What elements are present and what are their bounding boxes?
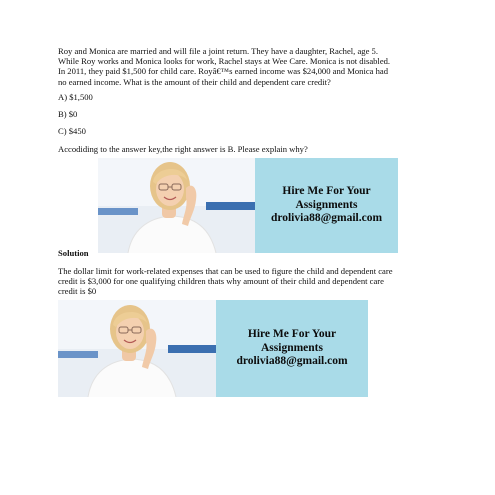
assignments-line: Assignments (295, 198, 358, 211)
email-link[interactable]: drolivia88@gmail.com (270, 212, 383, 225)
solution-heading: Solution (58, 248, 89, 258)
woman-photo-icon (58, 300, 216, 397)
question-text: Roy and Monica are married and will file a joint return. They have a daughter, Rachel, age 5. While Roy works and Monica looks for work, Rachel stays at Wee Care. Monica is not disabled. In 2011, they paid $1,500 for child care. Royâ€™s earned income was $24,000 and Monica had no earned income. What is the amount of their child and dependent care credit? (58, 46, 391, 87)
assignments-line: Assignments (261, 341, 323, 354)
woman-photo-icon (98, 158, 255, 253)
email-link[interactable]: drolivia88@gmail.com (236, 355, 348, 368)
hire-me-panel (255, 158, 398, 253)
option-c: C) $450 (58, 126, 86, 136)
hire-me-banner-top[interactable] (98, 158, 398, 253)
hire-me-banner-bottom[interactable] (58, 300, 368, 397)
solution-text: The dollar limit for work-related expenses that can be used to figure the child and dependent care credit is $3,000 for one qualifying children thats why amount of their child and dependent care credit is $0 (58, 266, 393, 297)
option-b: B) $0 (58, 109, 78, 119)
hire-me-line: Hire Me For Your (282, 185, 371, 198)
option-a: A) $1,500 (58, 92, 93, 102)
hire-me-line: Hire Me For Your (247, 328, 337, 341)
hire-me-panel (216, 300, 368, 397)
answer-key-note: Accodiding to the answer key,the right answer is B. Please explain why? (58, 144, 308, 154)
